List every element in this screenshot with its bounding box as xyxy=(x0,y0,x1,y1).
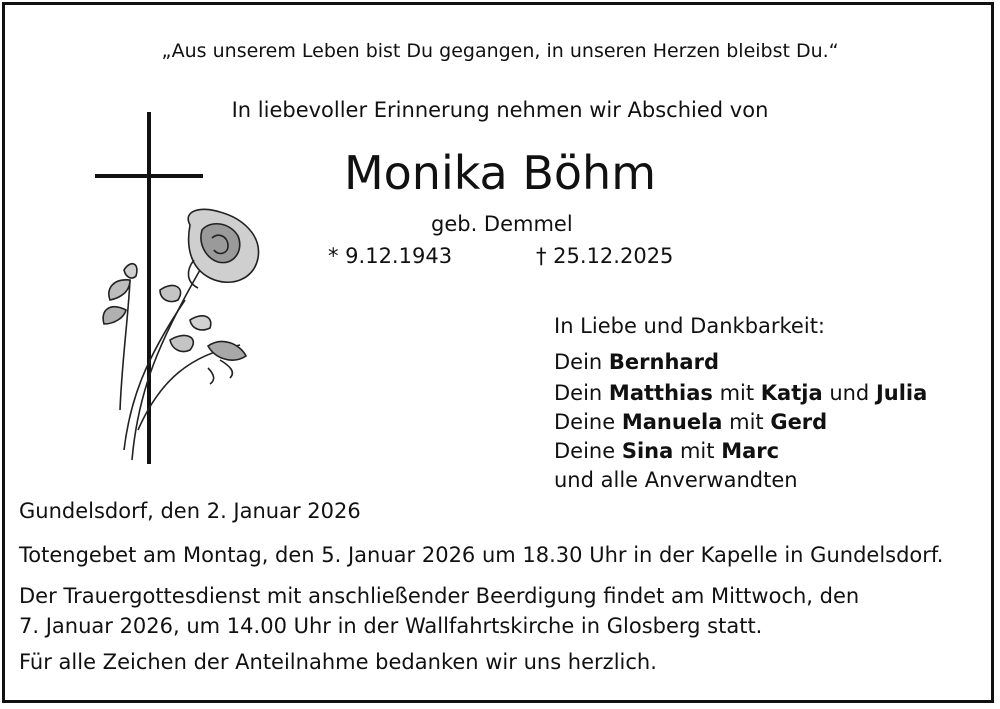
mourner-relation: und alle Anverwandten xyxy=(554,468,798,492)
mourner-relation: Deine xyxy=(554,410,622,434)
mourner-name: Manuela xyxy=(621,410,723,434)
mourner-line xyxy=(554,350,719,374)
mourner-name: Katja xyxy=(760,381,823,405)
cross-rose-artwork xyxy=(90,110,260,470)
mourner-line xyxy=(554,468,798,492)
mourner-name: Matthias xyxy=(608,381,713,405)
mourner-relation: Deine xyxy=(554,439,622,463)
intro-line: In liebevoller Erinnerung nehmen wir Abschied von xyxy=(231,98,769,122)
motto-quote: „Aus unserem Leben bist Du gegangen, in unseren Herzen bleibst Du.“ xyxy=(161,40,839,62)
mourners-heading: In Liebe und Dankbarkeit: xyxy=(554,314,826,338)
service-announcement-line1: Der Trauergottesdienst mit anschließender Beerdigung findet am Mittwoch, den xyxy=(19,584,860,608)
mourner-line xyxy=(554,381,927,405)
service-announcement-line2: 7. Januar 2026, um 14.00 Uhr in der Wallfahrtskirche in Glosberg statt. xyxy=(19,614,763,638)
mourner-line xyxy=(554,410,827,434)
mourner-name: Julia xyxy=(875,381,928,405)
birth-date: * 9.12.1943 xyxy=(328,244,453,268)
thanks-closing: Für alle Zeichen der Anteilnahme bedanken wir uns herzlich. xyxy=(19,650,657,674)
mourner-line xyxy=(554,439,779,463)
deceased-name: Monika Böhm xyxy=(343,146,657,200)
mourner-joiner: und xyxy=(822,381,876,405)
mourner-joiner: mit xyxy=(673,439,722,463)
mourner-relation: Dein xyxy=(554,381,609,405)
death-date: † 25.12.2025 xyxy=(536,244,674,268)
prayer-announcement: Totengebet am Montag, den 5. Januar 2026 um 18.30 Uhr in der Kapelle in Gundelsdorf. xyxy=(19,543,944,567)
mourner-joiner: mit xyxy=(712,381,761,405)
rose-icon xyxy=(103,209,258,460)
maiden-name: geb. Demmel xyxy=(431,212,573,236)
mourner-name: Bernhard xyxy=(608,350,719,374)
place-date: Gundelsdorf, den 2. Januar 2026 xyxy=(19,499,361,523)
mourner-name: Gerd xyxy=(770,410,828,434)
mourner-relation: Dein xyxy=(554,350,609,374)
mourner-name: Marc xyxy=(721,439,780,463)
mourner-name: Sina xyxy=(621,439,674,463)
mourner-joiner: mit xyxy=(722,410,771,434)
